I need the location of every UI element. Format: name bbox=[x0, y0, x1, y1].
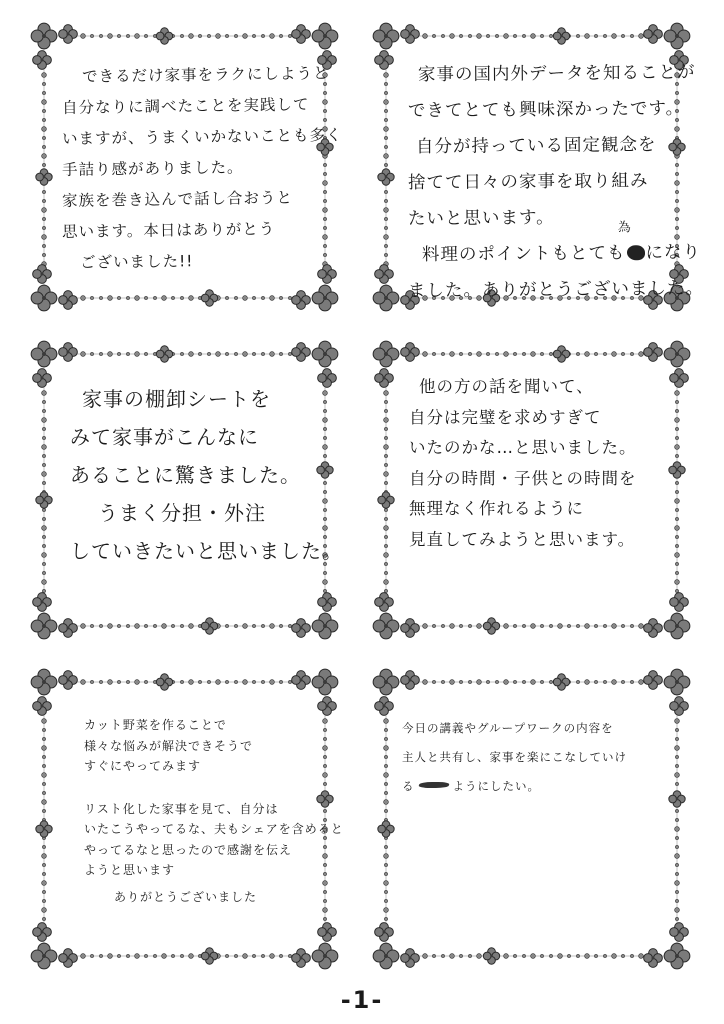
paragraph-gap bbox=[84, 777, 347, 799]
comment-card-1 bbox=[22, 14, 347, 320]
closing-thanks: ありがとうございました bbox=[114, 889, 258, 904]
comment-line: していきたいと思いました。 bbox=[70, 539, 343, 563]
comment-line: 自分なりに調べたことを実践して bbox=[61, 95, 310, 117]
comment-line: カット野菜を作ることで bbox=[84, 718, 227, 732]
comment-card-3 bbox=[22, 332, 347, 648]
comment-text-5 bbox=[22, 660, 347, 978]
ink-smudge-mark bbox=[626, 245, 644, 260]
comment-line: 手詰り感がありました。 bbox=[61, 158, 244, 179]
comment-line: 見直してみようと思います。 bbox=[409, 529, 636, 549]
comment-text-3 bbox=[22, 332, 347, 648]
comment-text-1 bbox=[22, 14, 347, 320]
comment-line: リスト化した家事を見て、自分は bbox=[84, 801, 279, 816]
comment-line: ようと思います bbox=[84, 863, 176, 877]
comment-line: ございました!! bbox=[79, 252, 194, 272]
comment-line: いたこうやってるな、夫もシェアを含めると bbox=[84, 822, 344, 836]
comment-line: 今日の講義やグループワークの内容を bbox=[402, 721, 614, 735]
comment-line: 自分が持っている固定観念を bbox=[415, 135, 657, 158]
comment-fragment: になり bbox=[645, 242, 702, 264]
comment-line: うまく分担・外注 bbox=[98, 501, 266, 525]
smudge-annotation: 為 bbox=[617, 220, 632, 236]
comment-line: ました。ありがとうございました。 bbox=[407, 278, 705, 302]
comment-card-4 bbox=[364, 332, 699, 648]
page-number: -1- bbox=[340, 986, 384, 1014]
comment-text-4 bbox=[364, 332, 699, 648]
comment-line: 思います。本日はありがとう bbox=[61, 220, 276, 241]
comment-line-with-smudge bbox=[408, 220, 702, 274]
comment-card-6 bbox=[364, 660, 699, 978]
comment-text-6 bbox=[364, 660, 699, 978]
comment-fragment: 料理のポイントもとても bbox=[421, 243, 626, 266]
comment-fragment: ようにしたい。 bbox=[452, 779, 540, 793]
comment-line: 自分は完璧を求めすぎて bbox=[409, 407, 602, 427]
comment-line: できるだけ家事をラクにしようと bbox=[81, 64, 330, 86]
comment-line: 家族を巻き込んで話し合おうと bbox=[61, 188, 294, 210]
comment-line: 捨てて日々の家事を取り組み bbox=[407, 171, 649, 194]
comment-line: 様々な悩みが解決できそうで bbox=[84, 738, 254, 753]
comment-fragment: る bbox=[402, 779, 415, 793]
comment-line: 他の方の話を聞いて、 bbox=[419, 377, 594, 396]
comment-card-5 bbox=[22, 660, 347, 978]
comment-line: 家事の国内外データを知ることが bbox=[417, 62, 696, 86]
crossed-out-scribble bbox=[417, 782, 449, 788]
comment-line: やってるなと思ったので感謝を伝え bbox=[84, 842, 293, 857]
comment-line: 自分の時間・子供との時間を bbox=[409, 468, 637, 488]
comment-line: 無理なく作れるように bbox=[409, 499, 584, 518]
comment-text-2 bbox=[364, 14, 705, 320]
comment-line: いたのかな…と思いました。 bbox=[409, 438, 637, 457]
comment-card-2 bbox=[364, 14, 705, 320]
comment-line-with-scribble bbox=[402, 772, 699, 801]
comment-line: たいと思います。 bbox=[407, 207, 555, 230]
comment-line: 家事の棚卸シートを bbox=[82, 387, 271, 411]
comment-line: 主人と共有し、家事を楽にこなしていけ bbox=[402, 750, 627, 764]
comment-line: すぐにやってみます bbox=[84, 759, 202, 773]
comment-line: みて家事がこんなに bbox=[70, 425, 259, 449]
comment-line: いますが、うまくいかないことも多く bbox=[61, 126, 343, 148]
comment-line: できてとても興味深かったです。 bbox=[407, 98, 685, 122]
comment-line: あることに驚きました。 bbox=[70, 463, 301, 487]
